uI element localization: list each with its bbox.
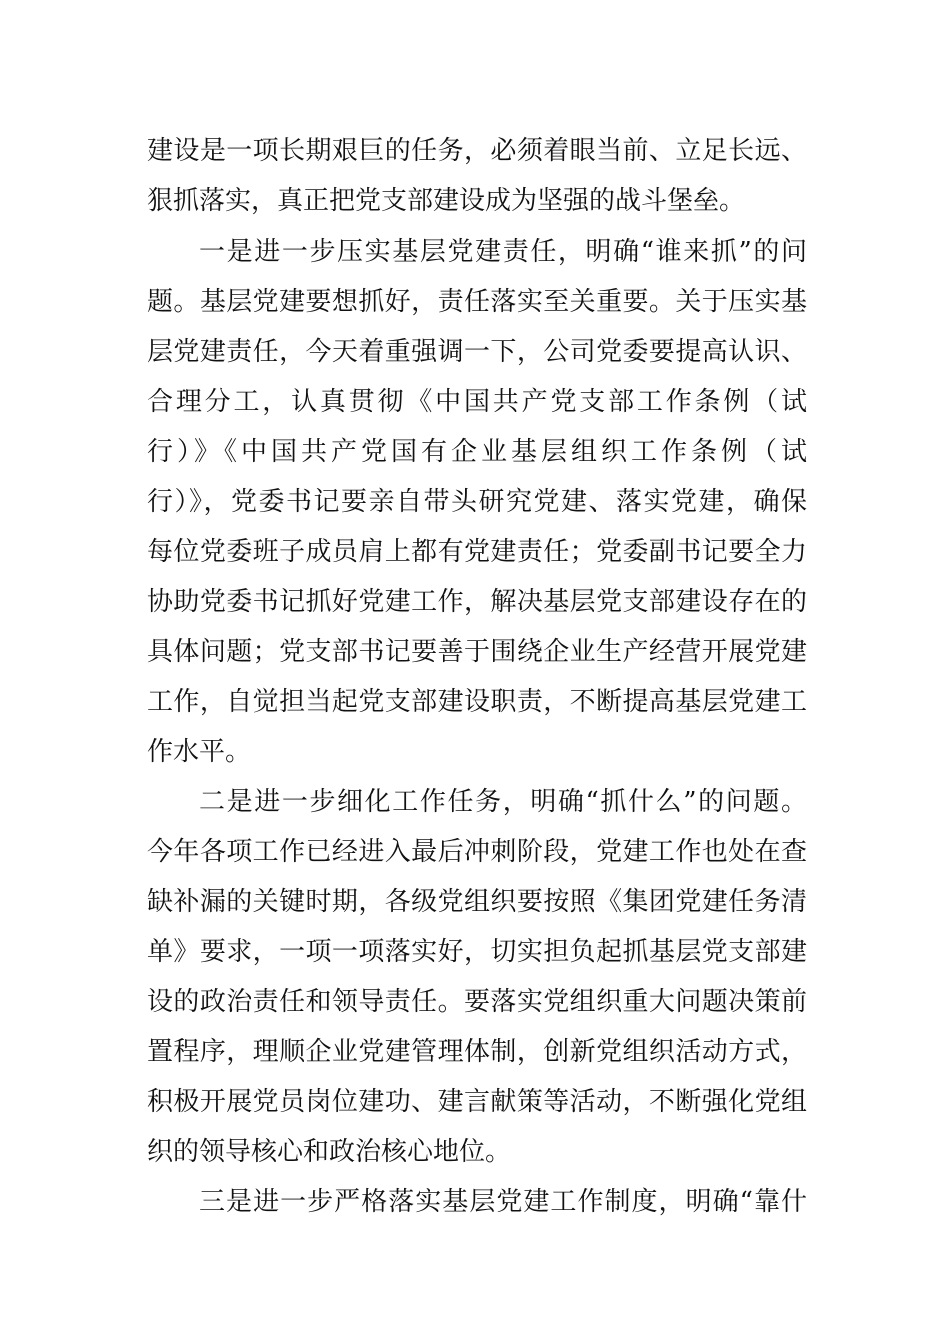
paragraph-first-line: 三是进一步严格落实基层党建工作制度，明确“靠什 — [199, 1187, 807, 1217]
text-line: 今年各项工作已经进入最后冲刺阶段，党建工作也处在查 — [147, 837, 807, 867]
text-line: 单》要求，一项一项落实好，切实担负起抓基层党支部建 — [147, 937, 807, 967]
text-line: 置程序，理顺企业党建管理体制，创新党组织活动方式， — [147, 1037, 807, 1067]
text-line: 缺补漏的关键时期，各级党组织要按照《集团党建任务清 — [147, 887, 807, 917]
text-line: 具体问题；党支部书记要善于围绕企业生产经营开展党建 — [147, 637, 807, 667]
text-line: 行）》《中国共产党国有企业基层组织工作条例（试 — [147, 437, 807, 467]
text-line: 协助党委书记抓好党建工作，解决基层党支部建设存在的 — [147, 587, 807, 617]
text-line: 工作，自觉担当起党支部建设职责，不断提高基层党建工 — [147, 687, 807, 717]
text-line: 积极开展党员岗位建功、建言献策等活动，不断强化党组 — [147, 1087, 807, 1117]
text-line: 每位党委班子成员肩上都有党建责任；党委副书记要全力 — [147, 537, 807, 567]
paragraph-first-line: 二是进一步细化工作任务，明确“抓什么”的问题。 — [199, 787, 807, 817]
text-line: 层党建责任，今天着重强调一下，公司党委要提高认识、 — [147, 337, 807, 367]
text-line: 织的领导核心和政治核心地位。 — [147, 1137, 512, 1167]
text-line: 设的政治责任和领导责任。要落实党组织重大问题决策前 — [147, 987, 807, 1017]
text-line: 狠抓落实，真正把党支部建设成为坚强的战斗堡垒。 — [147, 186, 746, 216]
text-line: 合理分工，认真贯彻《中国共产党支部工作条例（试 — [147, 387, 807, 417]
paragraph-first-line: 一是进一步压实基层党建责任，明确“谁来抓”的问 — [199, 237, 807, 267]
text-line: 作水平。 — [147, 737, 252, 767]
text-line: 题。基层党建要想抓好，责任落实至关重要。关于压实基 — [147, 287, 807, 317]
text-line: 行）》，党委书记要亲自带头研究党建、落实党建，确保 — [147, 487, 807, 517]
text-line: 建设是一项长期艰巨的任务，必须着眼当前、立足长远、 — [147, 136, 807, 166]
